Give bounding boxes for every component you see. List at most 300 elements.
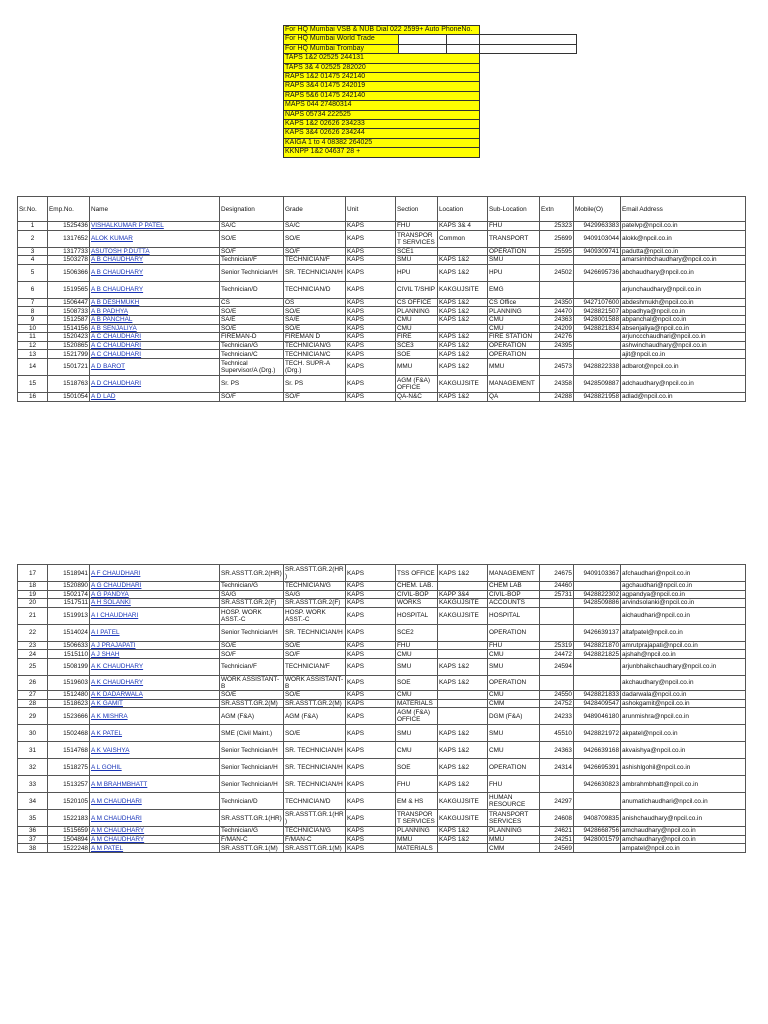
sr-no-cell: 12 <box>18 341 48 350</box>
emp-no-cell: 1519913 <box>48 607 90 624</box>
name-link[interactable]: A B PADHYA <box>90 307 220 316</box>
extn-cell <box>540 675 574 690</box>
unit-cell: KAPS <box>346 699 396 708</box>
email-cell: agchaudhari@npcil.co.in <box>621 582 746 591</box>
location-cell <box>438 650 488 659</box>
name-link[interactable]: A G PANDYA <box>90 590 220 599</box>
emp-no-cell: 1504894 <box>48 835 90 844</box>
table-row <box>18 742 746 759</box>
sr-no-cell: 22 <box>18 624 48 641</box>
section-cell: CMU <box>396 690 438 699</box>
sub-location-cell: CMU <box>488 650 540 659</box>
table-row <box>18 675 746 690</box>
location-cell: KAPS 1&2 <box>438 742 488 759</box>
location-cell: KAPS 1&2 <box>438 315 488 324</box>
email-cell: dadarwala@npcil.co.in <box>621 690 746 699</box>
email-cell: ajshah@npcil.co.in <box>621 650 746 659</box>
designation-cell: CS <box>220 298 284 307</box>
designation-cell: SO/E <box>220 230 284 247</box>
table-row <box>18 247 746 256</box>
location-cell: KAPS 1&2 <box>438 725 488 742</box>
sub-location-cell: HPU <box>488 264 540 281</box>
unit-cell: KAPS <box>346 650 396 659</box>
name-link[interactable]: ASUTOSH P.DUTTA <box>90 247 220 256</box>
phone-text: For HQ Mumbai World Trade <box>284 35 399 44</box>
designation-cell: F/MAN-C <box>220 835 284 844</box>
location-cell <box>438 708 488 725</box>
sub-location-cell: QA <box>488 392 540 401</box>
location-cell: KAKGUJSITE <box>438 599 488 608</box>
extn-cell: 24288 <box>540 392 574 401</box>
email-cell: ashwinchaudhary@npcil.co.in <box>621 341 746 350</box>
table-row <box>18 281 746 298</box>
table-row <box>18 641 746 650</box>
section-cell: MMU <box>396 835 438 844</box>
phone-text: NAPS 05734 222525 <box>284 110 480 119</box>
section-cell: FHU <box>396 776 438 793</box>
phone-blank-cell <box>447 44 480 53</box>
mobile-cell <box>574 341 621 350</box>
location-cell <box>438 844 488 853</box>
grade-cell: SR.ASSTT.GR.1(HR) <box>285 811 344 826</box>
emp-no-cell: 1514156 <box>48 324 90 333</box>
name-link[interactable]: A B DESHMUKH <box>90 298 220 307</box>
table-row <box>18 690 746 699</box>
name-link[interactable]: A F CHAUDHARI <box>90 565 220 582</box>
sub-location-cell: MANAGEMENT <box>488 375 540 392</box>
location-cell: KAPS 1&2 <box>438 392 488 401</box>
grade-cell: TECHNICIAN/G <box>284 827 346 836</box>
designation-cell: Senior Technician/H <box>220 742 284 759</box>
name-link[interactable]: A H SOLANKI <box>90 599 220 608</box>
phone-row <box>284 148 577 157</box>
section-cell: AGM (F&A) OFFICE <box>396 375 438 392</box>
unit-cell: KAPS <box>346 324 396 333</box>
email-cell: ashokgamit@npcil.co.in <box>621 699 746 708</box>
emp-no-cell: 1518763 <box>48 375 90 392</box>
location-cell <box>438 641 488 650</box>
unit-cell: KAPS <box>346 759 396 776</box>
unit-cell: KAPS <box>346 844 396 853</box>
section-cell: AGM (F&A) OFFICE <box>396 708 438 725</box>
extn-cell: 45510 <box>540 725 574 742</box>
unit-cell: KAPS <box>346 827 396 836</box>
extn-cell <box>540 256 574 265</box>
extn-cell: 24470 <box>540 307 574 316</box>
col-grade: Grade <box>284 197 346 222</box>
unit-cell: KAPS <box>346 624 396 641</box>
name-link[interactable]: A B CHAUDHARY <box>90 281 220 298</box>
table-row <box>18 590 746 599</box>
section-cell: FHU <box>396 222 438 231</box>
name-link[interactable]: A K MISHRA <box>90 708 220 725</box>
emp-no-cell: 1502174 <box>48 590 90 599</box>
name-link[interactable]: ALOK KUMAR <box>90 230 220 247</box>
emp-no-cell: 1508199 <box>48 658 90 675</box>
col-location: Location <box>438 197 488 222</box>
emp-no-cell: 1512480 <box>48 690 90 699</box>
mobile-cell: 9428821507 <box>574 307 621 316</box>
mobile-cell <box>574 607 621 624</box>
designation-cell: WORK ASSISTANT-B <box>220 675 284 690</box>
grade-cell: WORK ASSISTANT-B <box>284 675 346 690</box>
extn-cell: 25319 <box>540 641 574 650</box>
name-link[interactable]: A J SHAH <box>90 650 220 659</box>
extn-cell <box>540 350 574 359</box>
table-row <box>18 565 746 582</box>
emp-no-cell: 1501721 <box>48 358 90 375</box>
grade-cell: TECHNICIAN/F <box>284 256 346 265</box>
section-cell: CMU <box>396 650 438 659</box>
extn-cell <box>540 281 574 298</box>
unit-cell: KAPS <box>346 776 396 793</box>
name-link[interactable]: A K PATEL <box>90 725 220 742</box>
sr-no-cell: 1 <box>18 222 48 231</box>
mobile-cell <box>574 793 621 810</box>
name-link[interactable]: A M PATEL <box>90 844 220 853</box>
name-link[interactable]: A B SENJALIYA <box>90 324 220 333</box>
mobile-cell: 9409103367 <box>574 565 621 582</box>
mobile-cell: 9428821834 <box>574 324 621 333</box>
section-cell: PLANNING <box>396 827 438 836</box>
name-link[interactable]: A C CHAUDHARI <box>90 333 220 342</box>
section-cell: CHEM. LAB. <box>396 582 438 591</box>
table-row <box>18 350 746 359</box>
table-row <box>18 759 746 776</box>
grade-cell: SR. TECHNICIAN/H <box>284 759 346 776</box>
table-row <box>18 624 746 641</box>
grade-cell: SR.ASSTT.GR.1(M) <box>284 844 346 853</box>
unit-cell: KAPS <box>346 333 396 342</box>
sr-no-cell: 8 <box>18 307 48 316</box>
sr-no-cell: 33 <box>18 776 48 793</box>
sr-no-cell: 20 <box>18 599 48 608</box>
phone-directory-box <box>283 25 577 158</box>
name-link[interactable]: A M CHAUDHARY <box>90 835 220 844</box>
col-name: Name <box>90 197 220 222</box>
mobile-cell: 9426695736 <box>574 264 621 281</box>
mobile-cell <box>574 256 621 265</box>
extn-cell: 24675 <box>540 565 574 582</box>
section-cell: SOE <box>396 759 438 776</box>
table-row <box>18 827 746 836</box>
emp-no-cell: 1513257 <box>48 776 90 793</box>
unit-cell: KAPS <box>346 793 396 810</box>
email-cell: adlad@npcil.co.in <box>621 392 746 401</box>
name-link[interactable]: A G CHAUDHARI <box>90 582 220 591</box>
unit-cell: KAPS <box>346 298 396 307</box>
sr-no-cell: 37 <box>18 835 48 844</box>
sr-no-cell: 9 <box>18 315 48 324</box>
unit-cell: KAPS <box>346 590 396 599</box>
email-cell: adchaudhary@npcil.co.in <box>621 375 746 392</box>
name-link[interactable]: A B CHAUDHARY <box>90 264 220 281</box>
extn-cell: 24472 <box>540 650 574 659</box>
name-link[interactable]: A C CHAUDHARI <box>90 341 220 350</box>
name-link[interactable]: A D CHAUDHARI <box>90 375 220 392</box>
col-sr-no: Sr.No. <box>18 197 48 222</box>
mobile-cell: 9428821958 <box>574 392 621 401</box>
phone-text: KAPS 3&4 02626 234244 <box>284 129 480 138</box>
name-link[interactable]: A B CHAUDHARY <box>90 256 220 265</box>
sub-location-cell: MMU <box>488 835 540 844</box>
table-row <box>18 810 746 827</box>
email-cell: anishchaudhary@npcil.co.in <box>621 810 746 827</box>
extn-cell: 24233 <box>540 708 574 725</box>
section-cell: SMU <box>396 256 438 265</box>
designation-cell: SR.ASSTT.GR.2(HR) <box>220 565 284 582</box>
location-cell: KAPS 1&2 <box>438 264 488 281</box>
mobile-cell <box>574 582 621 591</box>
section-cell: SMU <box>396 725 438 742</box>
grade-cell: SO/F <box>284 650 346 659</box>
name-link[interactable]: VISHALKUMAR P PATEL <box>90 222 220 231</box>
email-cell: arvindsolanki@npcil.co.in <box>621 599 746 608</box>
section-cell: EM & HS <box>396 793 438 810</box>
location-cell: KAPP 3&4 <box>438 590 488 599</box>
phone-text: TAPS 3& 4 02525 282020 <box>284 63 480 72</box>
designation-cell: Technician/G <box>220 827 284 836</box>
name-link[interactable]: A K GAMIT <box>90 699 220 708</box>
name-link[interactable]: A M CHAUDHARI <box>90 793 220 810</box>
extn-cell: 24608 <box>540 810 574 827</box>
emp-no-cell: 1508733 <box>48 307 90 316</box>
location-cell: KAKGUJSITE <box>438 281 488 298</box>
phone-row <box>284 82 577 91</box>
sr-no-cell: 13 <box>18 350 48 359</box>
sub-location-cell: OPERATION <box>488 624 540 641</box>
emp-no-cell: 1514768 <box>48 742 90 759</box>
unit-cell: KAPS <box>346 607 396 624</box>
location-cell <box>438 690 488 699</box>
phone-text: KAPS 1&2 02626 234233 <box>284 120 480 129</box>
designation-cell: SR.ASSTT.GR.1(M) <box>220 844 284 853</box>
name-link[interactable]: A K CHAUDHARY <box>90 675 220 690</box>
location-cell: Common <box>438 230 488 247</box>
sub-location-cell: FHU <box>488 222 540 231</box>
grade-cell: SO/E <box>284 307 346 316</box>
mobile-cell: 9428509886 <box>574 599 621 608</box>
designation-cell: Technician/F <box>220 658 284 675</box>
phone-blank-cell <box>480 44 577 53</box>
designation-cell: SR.ASSTT.GR.1(HR) <box>220 810 284 827</box>
location-cell <box>438 699 488 708</box>
name-link[interactable]: A D LAD <box>90 392 220 401</box>
sr-no-cell: 18 <box>18 582 48 591</box>
unit-cell: KAPS <box>346 675 396 690</box>
sub-location-cell: PLANNING <box>488 827 540 836</box>
name-link[interactable]: A M CHAUDHARI <box>90 810 220 827</box>
designation-cell: Senior Technician/H <box>220 759 284 776</box>
extn-cell <box>540 599 574 608</box>
name-link[interactable]: A M BRAHMBHATT <box>90 776 220 793</box>
table-row <box>18 256 746 265</box>
name-link[interactable]: A B PANCHAL <box>90 315 220 324</box>
email-cell: alokk@npcil.co.in <box>621 230 746 247</box>
grade-cell: TECH. SUPR-A (Drg.) <box>284 358 346 375</box>
designation-cell: Technician/C <box>220 350 284 359</box>
phone-blank-cell <box>399 44 447 53</box>
sr-no-cell: 28 <box>18 699 48 708</box>
name-link[interactable]: A C CHAUDHARI <box>90 350 220 359</box>
table-row <box>18 708 746 725</box>
table-row <box>18 607 746 624</box>
phone-text: For HQ Mumbai VSB & NUB Dial 022 2599+ Auto PhoneNo. <box>284 26 480 35</box>
grade-cell: SO/E <box>284 725 346 742</box>
designation-cell: SO/F <box>220 392 284 401</box>
phone-row <box>284 54 577 63</box>
designation-cell: Senior Technician/H <box>220 624 284 641</box>
location-cell: KAPS 1&2 <box>438 675 488 690</box>
unit-cell: KAPS <box>346 315 396 324</box>
phone-row <box>284 26 577 35</box>
unit-cell: KAPS <box>346 641 396 650</box>
section-cell: QA-N&C <box>396 392 438 401</box>
location-cell: KAPS 1&2 <box>438 333 488 342</box>
unit-cell: KAPS <box>346 341 396 350</box>
mobile-cell: 9429963383 <box>574 222 621 231</box>
name-link[interactable]: A J PRAJAPATI <box>90 641 220 650</box>
sub-location-cell: EMG <box>488 281 540 298</box>
unit-cell: KAPS <box>346 230 396 247</box>
unit-cell: KAPS <box>346 658 396 675</box>
name-link[interactable]: A K VAISHYA <box>90 742 220 759</box>
sr-no-cell: 27 <box>18 690 48 699</box>
table-row <box>18 230 746 247</box>
location-cell: KAKGUJSITE <box>438 375 488 392</box>
unit-cell: KAPS <box>346 247 396 256</box>
phone-row <box>284 138 577 147</box>
name-link[interactable]: A I CHAUDHARI <box>90 607 220 624</box>
sr-no-cell: 5 <box>18 264 48 281</box>
table-row <box>18 264 746 281</box>
grade-cell: SO/F <box>284 392 346 401</box>
extn-cell: 24594 <box>540 658 574 675</box>
grade-cell: TECHNICIAN/F <box>284 658 346 675</box>
table-row <box>18 222 746 231</box>
designation-cell: Technician/D <box>220 281 284 298</box>
sub-location-cell: OPERATION <box>488 675 540 690</box>
col-sub-location: Sub-Location <box>488 197 540 222</box>
emp-no-cell: 1518941 <box>48 565 90 582</box>
name-link[interactable]: A K CHAUDHARY <box>90 658 220 675</box>
designation-cell: SO/E <box>220 307 284 316</box>
section-cell: TSS OFFICE <box>396 565 438 582</box>
sr-no-cell: 21 <box>18 607 48 624</box>
phone-text: KKNPP 1&2 04637 28 + <box>284 148 480 157</box>
section-cell: CS OFFICE <box>396 298 438 307</box>
unit-cell: KAPS <box>346 307 396 316</box>
mobile-cell: 9428001588 <box>574 315 621 324</box>
name-link[interactable]: A I PATEL <box>90 624 220 641</box>
col-emp-no: Emp.No. <box>48 197 90 222</box>
email-cell: ashishlgohil@npcil.co.in <box>621 759 746 776</box>
mobile-cell: 9428822338 <box>574 358 621 375</box>
phone-blank-cell <box>399 35 447 44</box>
section-cell: TRANSPORT SERVICES <box>396 230 438 247</box>
section-cell: MMU <box>396 358 438 375</box>
mobile-cell: 9489046180 <box>574 708 621 725</box>
phone-row <box>284 35 577 44</box>
grade-cell: TECHNICIAN/C <box>284 350 346 359</box>
sub-location-cell: OPERATION <box>488 247 540 256</box>
extn-cell: 24569 <box>540 844 574 853</box>
grade-cell: TECHNICIAN/D <box>284 281 346 298</box>
sr-no-cell: 11 <box>18 333 48 342</box>
extn-cell: 24502 <box>540 264 574 281</box>
sub-location-cell: CS Office <box>488 298 540 307</box>
name-link[interactable]: A D BAROT <box>90 358 220 375</box>
mobile-cell: 9428822302 <box>574 590 621 599</box>
extn-cell: 24752 <box>540 699 574 708</box>
phone-row <box>284 110 577 119</box>
extn-cell: 24363 <box>540 315 574 324</box>
grade-cell: SR. TECHNICIAN/H <box>284 776 346 793</box>
unit-cell: KAPS <box>346 742 396 759</box>
grade-cell: SA/G <box>284 590 346 599</box>
emp-no-cell: 1518623 <box>48 699 90 708</box>
email-cell: anumatichaudhari@npcil.co.in <box>621 793 746 810</box>
unit-cell: KAPS <box>346 599 396 608</box>
table-row <box>18 658 746 675</box>
mobile-cell <box>574 658 621 675</box>
sub-location-cell: ACCOUNTS <box>488 599 540 608</box>
sr-no-cell: 17 <box>18 565 48 582</box>
section-cell: HOSPITAL <box>396 607 438 624</box>
extn-cell <box>540 776 574 793</box>
phone-text: For HQ Mumbai Trombay <box>284 44 399 53</box>
location-cell: KAKGUJSITE <box>438 607 488 624</box>
designation-cell: Technician/D <box>220 793 284 810</box>
table-row <box>18 341 746 350</box>
email-cell: arjunccchaudhari@npcil.co.in <box>621 333 746 342</box>
sr-no-cell: 15 <box>18 375 48 392</box>
email-cell: absenjaliya@npcil.co.in <box>621 324 746 333</box>
section-cell: CIVIL T/SHIP <box>396 281 438 298</box>
email-cell: akpatel@npcil.co.in <box>621 725 746 742</box>
table-row <box>18 844 746 853</box>
emp-no-cell: 1501054 <box>48 392 90 401</box>
emp-no-cell: 1518275 <box>48 759 90 776</box>
grade-cell: SO/E <box>284 690 346 699</box>
sub-location-cell: MANAGEMENT <box>488 565 540 582</box>
designation-cell: HOSP. WORK ASST.-C <box>220 607 284 624</box>
designation-cell: Technician/G <box>220 582 284 591</box>
mobile-cell: 9409309741 <box>574 247 621 256</box>
email-cell: altafpatel@npcil.co.in <box>621 624 746 641</box>
phone-blank-cell <box>447 35 480 44</box>
name-link[interactable]: A K DADARWALA <box>90 690 220 699</box>
email-cell: akchaudhary@npcil.co.in <box>621 675 746 690</box>
emp-no-cell: 1317652 <box>48 230 90 247</box>
unit-cell: KAPS <box>346 565 396 582</box>
location-cell: KAPS 1&2 <box>438 835 488 844</box>
mobile-cell: 9426639137 <box>574 624 621 641</box>
email-cell: adbarot@npcil.co.in <box>621 358 746 375</box>
emp-no-cell: 1517511 <box>48 599 90 608</box>
extn-cell: 24350 <box>540 298 574 307</box>
location-cell: KAPS 1&2 <box>438 658 488 675</box>
table-row <box>18 358 746 375</box>
location-cell: KAPS 1&2 <box>438 298 488 307</box>
section-cell: MATERIALS <box>396 699 438 708</box>
col-unit: Unit <box>346 197 396 222</box>
emp-no-cell: 1515659 <box>48 827 90 836</box>
email-cell: ajit@npcil.co.in <box>621 350 746 359</box>
name-link[interactable]: A L GOHIL <box>90 759 220 776</box>
name-link[interactable]: A M CHAUDHARY <box>90 827 220 836</box>
designation-cell: SA/C <box>220 222 284 231</box>
